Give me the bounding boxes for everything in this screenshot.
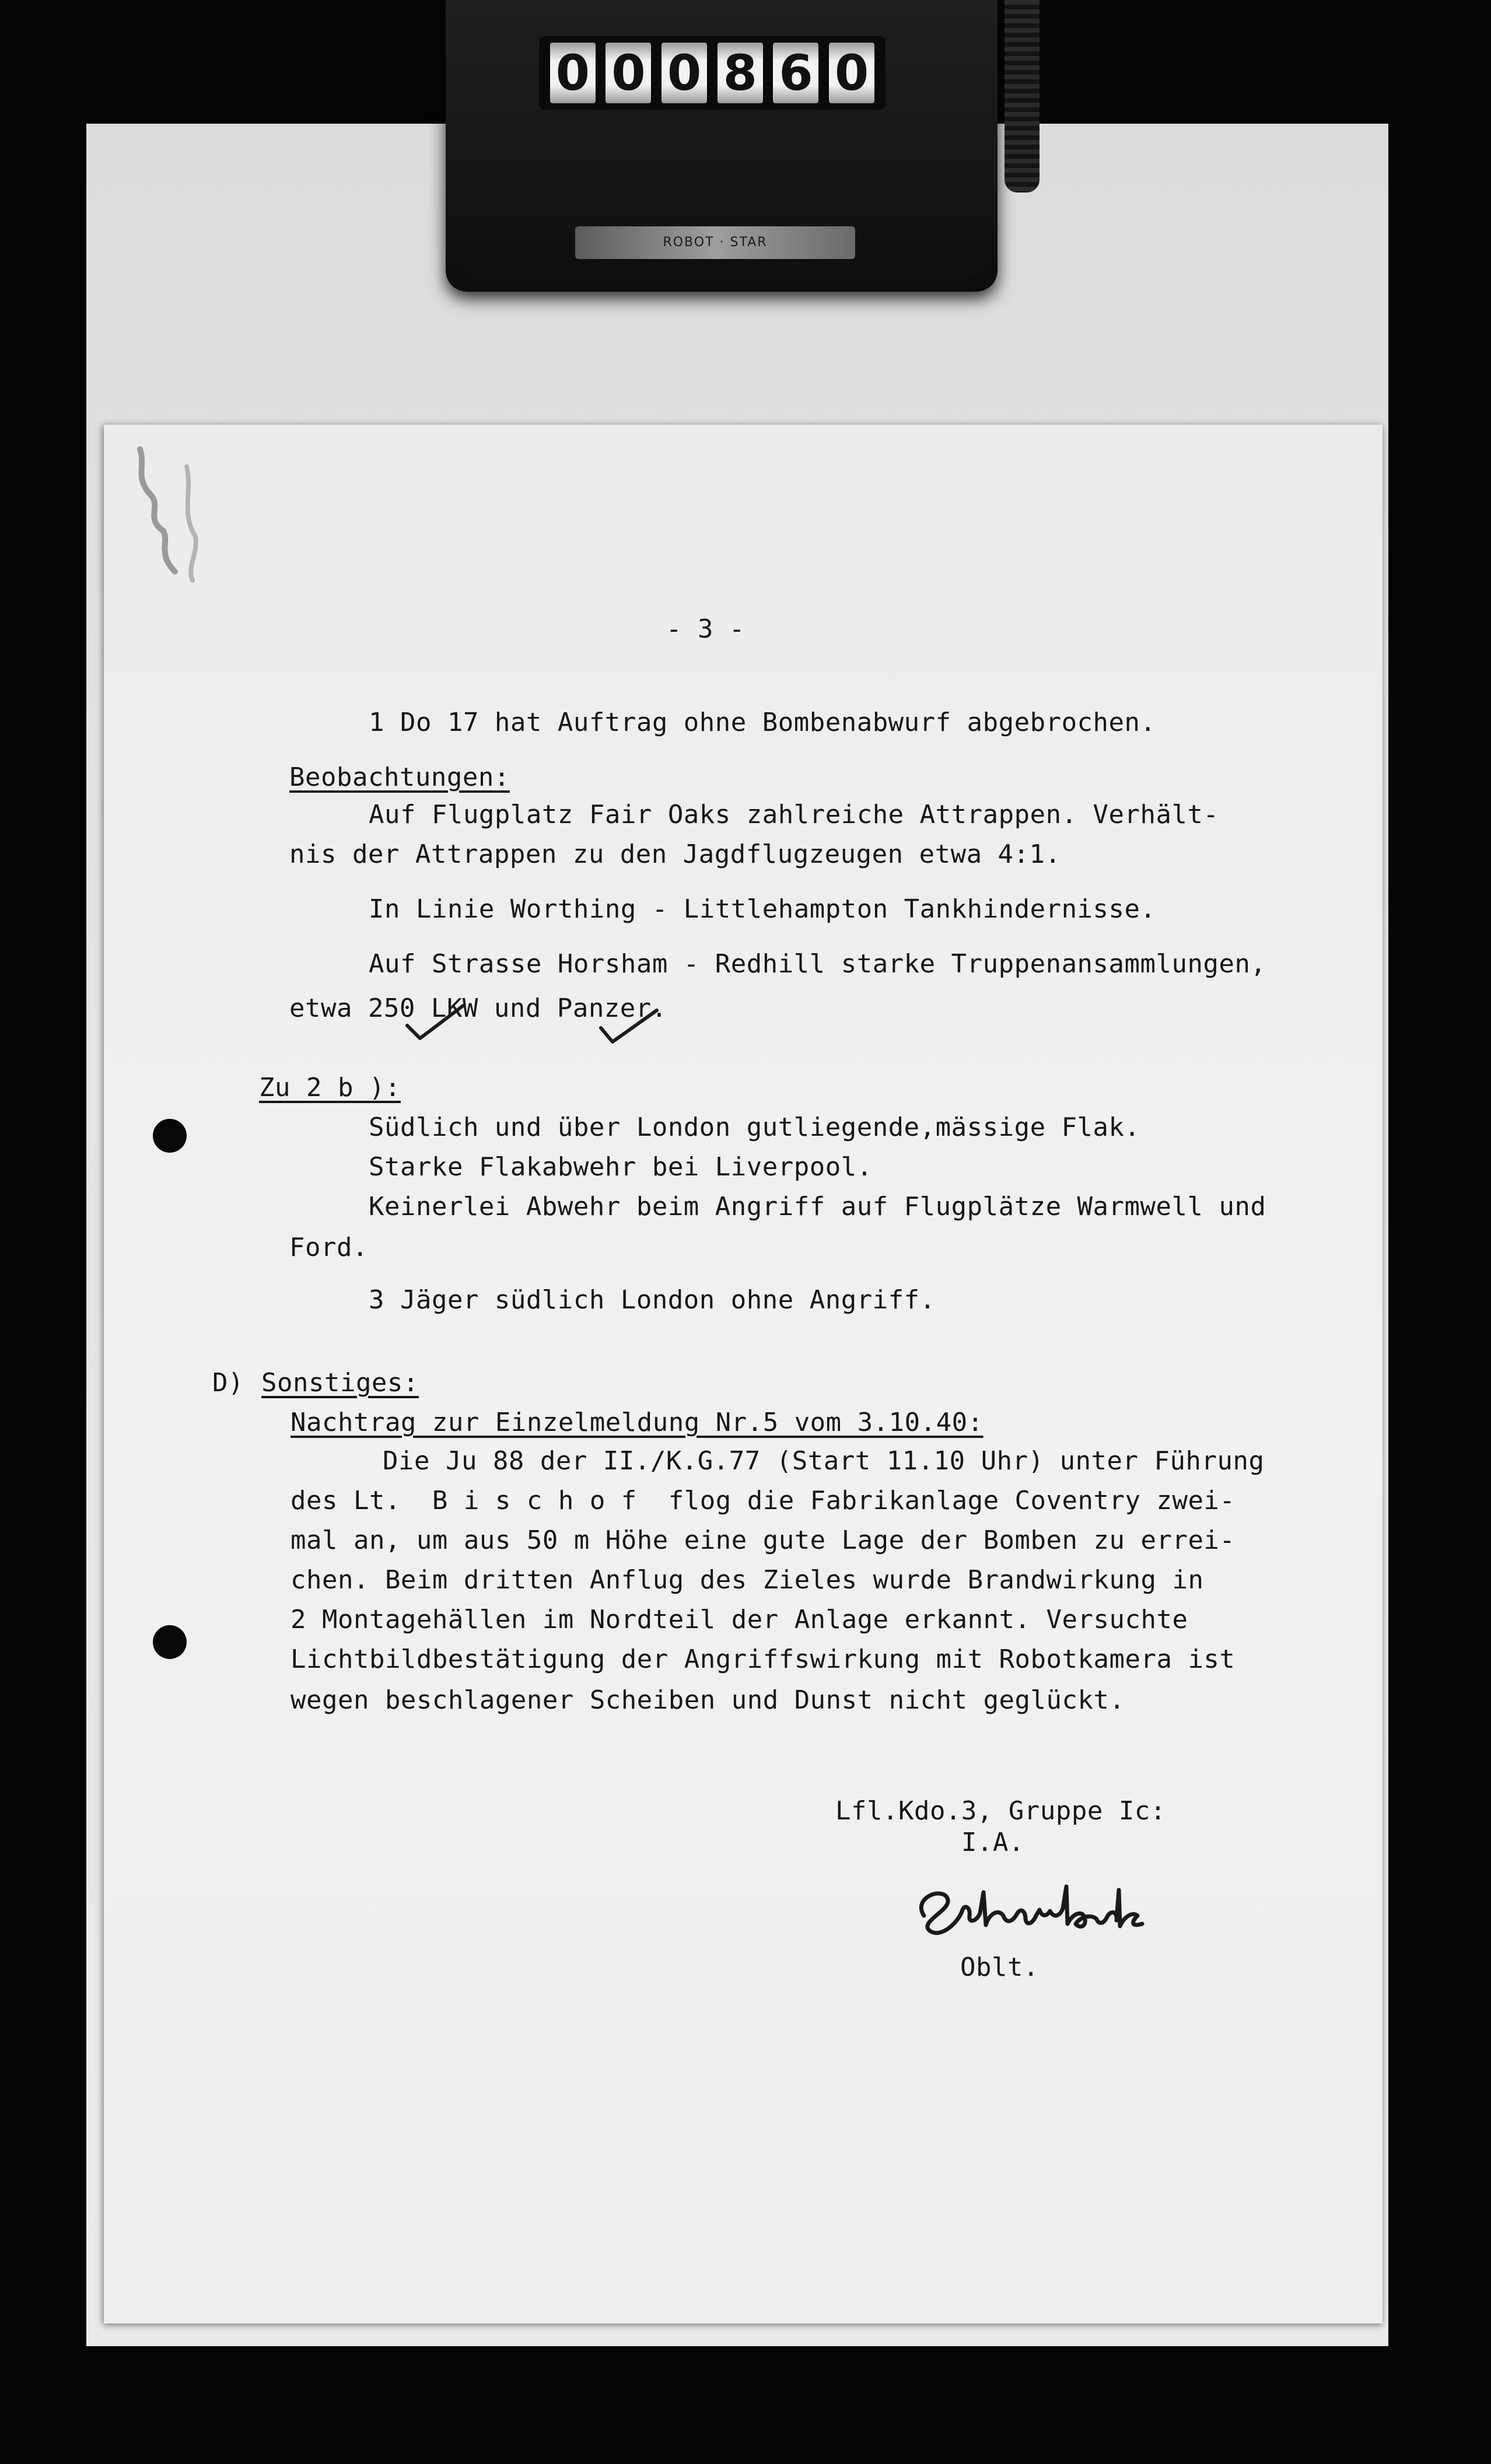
punch-hole-upper xyxy=(153,1119,187,1153)
subheading-nachtrag: Nachtrag zur Einzelmeldung Nr.5 vom 3.10.40: xyxy=(290,1408,984,1437)
text-line: 3 Jäger südlich London ohne Angriff. xyxy=(369,1285,936,1315)
counter-base xyxy=(461,261,982,279)
handwritten-checkmark xyxy=(597,1008,662,1049)
text-line: Ford. xyxy=(289,1233,368,1262)
text-line: Auf Strasse Horsham - Redhill starke Truppenansammlungen, xyxy=(369,949,1266,979)
text-line: Starke Flakabwehr bei Liverpool. xyxy=(369,1152,873,1182)
text-line: In Linie Worthing - Littlehampton Tankhindernisse. xyxy=(369,894,1156,924)
text-line: Lichtbildbestätigung der Angriffswirkung mit Robotkamera ist xyxy=(290,1644,1236,1674)
counter-digit: 0 xyxy=(662,43,707,103)
counter-label-plate: ROBOT · STAR xyxy=(575,226,855,259)
signature-rank: Oblt. xyxy=(960,1952,1039,1982)
text-line: etwa 250 LKW und Panzer. xyxy=(289,993,667,1023)
signature-office: Lfl.Kdo.3, Gruppe Ic: xyxy=(835,1796,1166,1826)
counter-digit: 6 xyxy=(773,43,818,103)
section-heading-beobachtungen: Beobachtungen: xyxy=(289,762,510,792)
torn-edge-mark xyxy=(128,443,216,583)
section-heading-zu-2b: Zu 2 b ): xyxy=(259,1073,401,1102)
signature-ia: I.A. xyxy=(961,1828,1024,1857)
text-line: Keinerlei Abwehr beim Angriff auf Flugplätze Warmwell und xyxy=(369,1192,1266,1222)
text-line: chen. Beim dritten Anflug des Zieles wurde Brandwirkung in xyxy=(290,1565,1204,1595)
punch-hole-lower xyxy=(153,1625,187,1659)
section-prefix-d: D) xyxy=(212,1368,244,1398)
text-line: mal an, um aus 50 m Höhe eine gute Lage der Bomben zu errei- xyxy=(290,1525,1236,1555)
counter-digit: 0 xyxy=(606,43,651,103)
text-line: Südlich und über London gutliegende,mässige Flak. xyxy=(369,1112,1140,1142)
frame-counter-display xyxy=(539,36,886,110)
intro-line: 1 Do 17 hat Auftrag ohne Bombenabwurf abgebrochen. xyxy=(369,708,1156,737)
section-heading-sonstiges: Sonstiges: xyxy=(261,1368,419,1398)
counter-digit: 8 xyxy=(718,43,763,103)
text-line: 2 Montagehällen im Nordteil der Anlage erkannt. Versuchte xyxy=(290,1605,1188,1634)
handwritten-signature xyxy=(907,1875,1163,1939)
text-line: nis der Attrappen zu den Jagdflugzeugen etwa 4:1. xyxy=(289,839,1061,869)
text-line: des Lt. B i s c h o f flog die Fabrikanlage Coventry zwei- xyxy=(290,1486,1236,1516)
text-line: Auf Flugplatz Fair Oaks zahlreiche Attrappen. Verhält- xyxy=(369,800,1219,830)
handwritten-checkmark xyxy=(402,1002,467,1043)
counter-knob xyxy=(1005,0,1040,192)
text-line: wegen beschlagener Scheiben und Dunst nicht geglückt. xyxy=(290,1685,1125,1715)
counter-digit: 0 xyxy=(550,43,596,103)
text-line: Die Ju 88 der II./K.G.77 (Start 11.10 Uhr) unter Führung xyxy=(383,1446,1265,1476)
page-number: - 3 - xyxy=(666,614,745,644)
counter-digit: 0 xyxy=(829,43,874,103)
